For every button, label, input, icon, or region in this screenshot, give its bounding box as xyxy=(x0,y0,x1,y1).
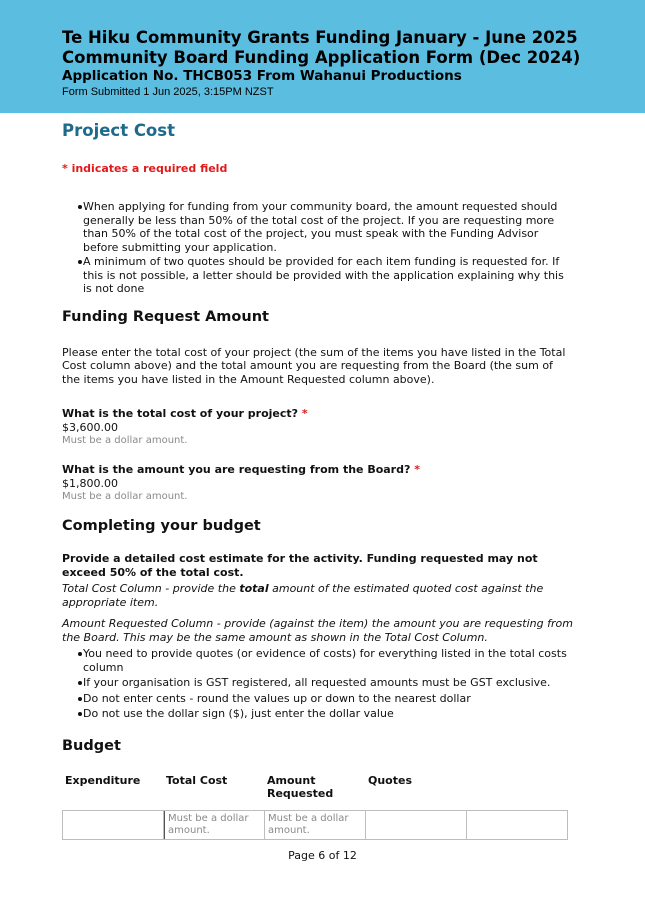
budget-bullet: Do not use the dollar sign ($), just enter the dollar value xyxy=(62,707,573,721)
application-number: Application No. THCB053 From Wahanui Productions xyxy=(62,68,462,84)
funding-heading: Funding Request Amount xyxy=(62,308,269,325)
total-cost-column-instruction xyxy=(62,582,573,609)
quotes-cell[interactable] xyxy=(366,811,467,839)
completing-budget-heading: Completing your budget xyxy=(62,518,261,534)
budget-bullet: Do not enter cents - round the values up or down to the nearest dollar xyxy=(62,692,573,706)
form-content xyxy=(62,113,573,840)
total-cost-label: What is the total cost of your project? xyxy=(62,407,299,420)
page-number: Page 6 of 12 xyxy=(288,849,357,862)
required-star: * xyxy=(414,463,420,476)
requested-amount-label: What is the amount you are requesting from the Board? xyxy=(62,463,411,476)
submitted-date: Form Submitted 1 Jun 2025, 3:15PM NZST xyxy=(62,86,274,98)
column-header-amount-requested: Amount Requested xyxy=(267,773,334,800)
instruction-text: Total Cost Column - provide the xyxy=(62,582,240,595)
section-title: Project Cost xyxy=(62,121,175,140)
total-cost-value: $3,600.00 xyxy=(62,421,118,434)
total-cost-hint: Must be a dollar amount. xyxy=(62,435,188,446)
required-note: * indicates a required field xyxy=(62,162,228,175)
budget-bullet: If your organisation is GST registered, all requested amounts must be GST exclusive. xyxy=(62,676,573,690)
requested-amount-question xyxy=(62,463,573,477)
total-cost-question xyxy=(62,407,573,421)
extra-cell[interactable] xyxy=(467,811,567,839)
budget-heading: Budget xyxy=(62,737,121,754)
intro-bullet: When applying for funding from your community board, the amount requested should generally be less than 50% of the total cost of the project. If you are requesting more than 50% of the total cost of the project, you must speak with the Funding Advisor before submitting your application. xyxy=(62,200,573,254)
requested-amount-hint: Must be a dollar amount. xyxy=(62,491,188,502)
budget-table-row xyxy=(62,810,568,840)
form-title-line-1: Te Hiku Community Grants Funding January - June 2025 xyxy=(62,28,578,47)
column-header-total-cost: Total Cost xyxy=(166,773,228,787)
intro-bullet-list xyxy=(62,200,573,296)
form-header xyxy=(0,0,645,113)
budget-bullet: You need to provide quotes (or evidence of costs) for everything listed in the total costs column xyxy=(62,647,573,674)
total-cost-cell[interactable]: Must be a dollar amount. xyxy=(164,811,265,839)
column-header-quotes: Quotes xyxy=(368,773,413,787)
form-title-line-2: Community Board Funding Application Form (Dec 2024) xyxy=(62,48,581,67)
amount-requested-cell[interactable]: Must be a dollar amount. xyxy=(265,811,366,839)
funding-paragraph: Please enter the total cost of your project (the sum of the items you have listed in the Total Cost column above) and the total amount you are requesting from the Board (the sum of the items you have listed in the Amount Requested column above). xyxy=(62,345,566,386)
budget-bullet-list xyxy=(62,647,573,721)
intro-bullet: A minimum of two quotes should be provided for each item funding is requested for. If this is not possible, a letter should be provided with the application explaining why this is not done xyxy=(62,255,573,296)
required-star: * xyxy=(301,407,308,420)
column-header-expenditure: Expenditure xyxy=(65,773,141,787)
instruction-emphasis: total xyxy=(239,582,269,595)
budget-table-header xyxy=(62,774,573,801)
expenditure-cell[interactable] xyxy=(63,811,164,839)
cost-estimate-instruction: Provide a detailed cost estimate for the activity. Funding requested may not exceed 50% of the total cost. xyxy=(62,552,538,579)
instruction-text: amount of the estimated quoted cost against the appropriate item. xyxy=(62,582,544,609)
amount-requested-column-instruction: Amount Requested Column - provide (against the item) the amount you are requesting from the Board. This may be the same amount as shown in the Total Cost Column. xyxy=(62,617,573,644)
requested-amount-value: $1,800.00 xyxy=(62,477,118,490)
